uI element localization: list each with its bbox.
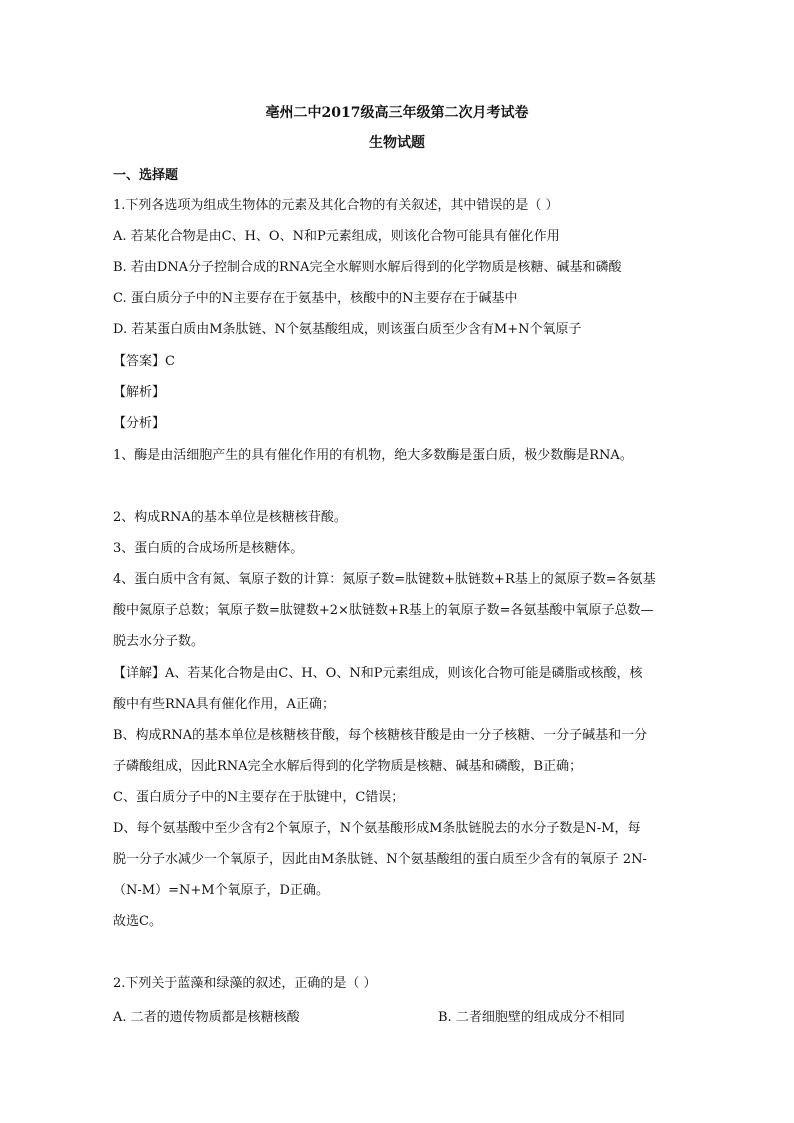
question-1-option-c: C. 蛋白质分子中的N主要存在于氨基中，核酸中的N主要存在于碱基中: [113, 291, 518, 306]
question-2-stem: 2.下列关于蓝藻和绿藻的叙述，正确的是（ ）: [113, 976, 377, 991]
question-1-option-a: A. 若某化合物是由C、H、O、N和P元素组成，则该化合物可能具有催化作用: [113, 229, 560, 244]
detail-conclusion: 故选C。: [113, 914, 162, 929]
detail-line-2: 酸中有些RNA具有催化作用，A正确；: [113, 697, 335, 712]
fenxi-point-4-line-2: 酸中氮原子总数；氧原子数=肽键数+2×肽链数+R基上的氧原子数=各氨基酸中氧原子总数—: [113, 603, 654, 618]
question-1-stem: 1.下列各选项为组成生物体的元素及其化合物的有关叙述，其中错误的是（ ）: [113, 198, 559, 213]
detail-line-6: D、每个氨基酸中至少含有2个氧原子，N个氨基酸形成M条肽链脱去的水分子数是N-M，每: [113, 821, 641, 836]
section-heading: 一、选择题: [113, 168, 179, 183]
detail-line-3: B、构成RNA的基本单位是核糖核苷酸，每个核糖核苷酸是由一分子核糖、一分子碱基和一分: [113, 728, 648, 743]
question-2-option-a: A. 二者的遗传物质都是核糖核酸: [113, 1010, 300, 1025]
detail-line-1: 【详解】A、若某化合物是由C、H、O、N和P元素组成，则该化合物可能是磷脂或核酸，核: [113, 666, 643, 681]
question-2-option-b: B. 二者细胞壁的组成成分不相同: [438, 1010, 625, 1025]
question-1-option-d: D. 若某蛋白质由M条肽链、N个氨基酸组成，则该蛋白质至少含有M+N个氧原子: [113, 322, 582, 337]
fenxi-point-4-line-1: 4、蛋白质中含有氮、氧原子数的计算：氮原子数=肽键数+肽链数+R基上的氮原子数=各氨基: [113, 572, 656, 587]
subject-title: 生物试题: [369, 135, 425, 151]
detail-line-8: （N-M）=N+M个氧原子，D正确。: [113, 883, 329, 898]
fenxi-point-3: 3、蛋白质的合成场所是核糖体。: [113, 541, 304, 556]
detail-line-5: C、蛋白质分子中的N主要存在于肽键中，C错误；: [113, 790, 405, 805]
answer-line: 【答案】C: [113, 354, 175, 369]
fenxi-label: 【分析】: [113, 416, 166, 431]
fenxi-point-2: 2、构成RNA的基本单位是核糖核苷酸。: [113, 510, 347, 525]
exam-title: 亳州二中2017级高三年级第二次月考试卷: [265, 105, 529, 121]
fenxi-point-4-line-3: 脱去水分子数。: [113, 634, 205, 649]
detail-line-7: 脱一分子水减少一个氧原子，因此由M条肽链、N个氨基酸组的蛋白质至少含有的氧原子 2N-: [113, 852, 647, 867]
question-1-option-b: B. 若由DNA分子控制合成的RNA完全水解则水解后得到的化学物质是核糖、碱基和磷酸: [113, 260, 622, 275]
fenxi-point-1: 1、酶是由活细胞产生的具有催化作用的有机物，绝大多数酶是蛋白质，极少数酶是RNA。: [113, 448, 633, 463]
analysis-label: 【解析】: [113, 385, 166, 400]
detail-line-4: 子磷酸组成，因此RNA完全水解后得到的化学物质是核糖、碱基和磷酸，B正确；: [113, 759, 583, 774]
